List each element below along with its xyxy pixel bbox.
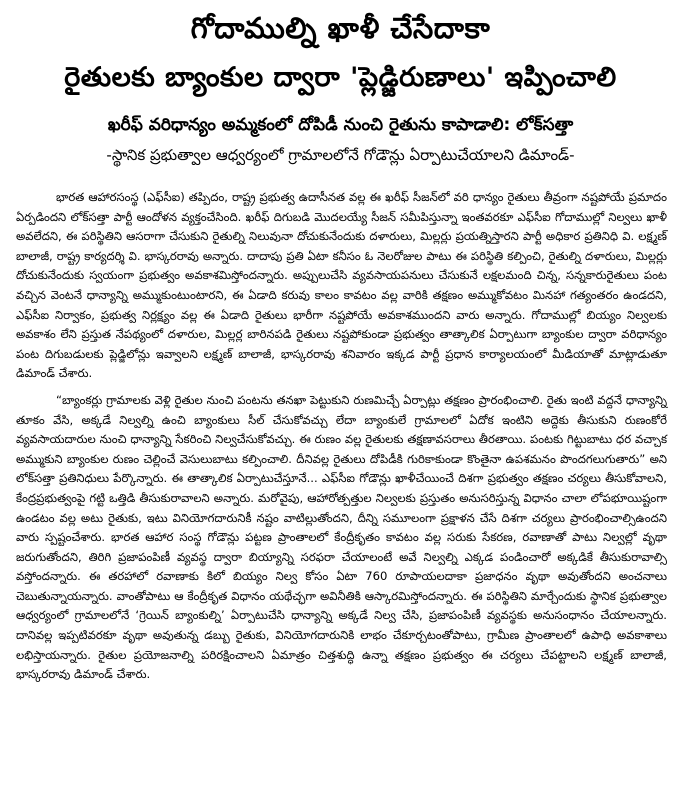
tagline: -స్థానిక ప్రభుత్వాల ఆధ్వర్యంలో గ్రామాలలోనే గోడౌన్లు ఏర్పాటుచేయాలని డిమాండ్- xyxy=(106,146,575,164)
headline-line-2: రైతులకు బ్యాంకుల ద్వారా 'ప్లెడ్జిరుణాలు' ఇప్పించాలి xyxy=(64,62,617,93)
article-body xyxy=(10,188,671,685)
paragraph-2: “బ్యాంకర్లు గ్రామాలకు వెళ్లి రైతుల నుంచి పంటను తనఖా పెట్టుకుని రుణమిచ్చే ఏర్పాట్లు తక్షణం ప్రారంభించాలి. రైతు ఇంటి వద్దనే ధాన్యాన్ని తూకం వేసి, అక్కడే నిల్వల్ని ఉంచి బ్యాంకులు సీల్ చేసుకోవచ్చు లేదా బ్యాంకులే గ్రామాలలో ఏదోక ఇంటిని అద్దెకు తీసుకుని రుణంకోరే వ్యవసాయదారుల నుంచి ధాన్యాన్ని సేకరించి నిల్వచేసుకోవచ్చు. ఈ రుణం వల్ల రైతులకు తక్షణావసరాలు తీరతాయి. పంటకు గిట్టుబాటు ధర వచ్చాక అమ్ముకుని బ్యాంకుల రుణం చెల్లించే వెసులుబాటు కల్పించాలి. దీనివల్ల రైతులు దోపిడీకి గురికాకుండా కొంతైనా ఉపశమనం పొందగలుగుతారు” అని లోక్‌సత్తా ప్రతినిధులు పేర్కొన్నారు. ఈ తాత్కాలిక ఏర్పాటుచేస్తూనే... ఎఫ్‌సీఐ గోడౌన్లు ఖాళీచేయించే దిశగా ప్రభుత్వం తక్షణం చర్యలు తీసుకోవాలని, కేంద్రప్రభుత్వంపై గట్టి ఒత్తిడి తీసుకురావాలని అన్నారు. మరోవైపు, ఆహారోత్పత్తుల నిల్వలకు ప్రస్తుతం అనుసరిస్తున్న విధానం చాలా లోపభూయిష్టంగా ఉండటం వల్ల అటు రైతుకు, ఇటు వినియోగదారునికీ నష్టం వాటిల్లుతోందని, దీన్ని సమూలంగా ప్రక్షాళన చేసే దిశగా చర్యలు ప్రారంభించాల్సిఉందని వారు స్పష్టంచేశారు. భారత ఆహార సంస్థ గోడౌన్లు పట్టణ ప్రాంతాలలో కేంద్రీకృతం కావటం వల్ల సరుకు సేకరణ, రవాణాతో పాటు నిల్వల్లో వృథా జరుగుతోందని, తిరిగి ప్రజాపంపిణీ వ్యవస్థ ద్వారా బియ్యాన్ని సరఫరా చేయాలంటే అవే నిల్వల్ని ఎక్కడ పండించారో అక్కడికే తీసుకురావాల్సి వస్తోందన్నారు. ఈ తరహాలో రవాణాకు కిలో బియ్యం నిల్వ కోసం ఏటా 760 రూపాయలదాకా ప్రజాధనం వృథా అవుతోందని అంచనాలు చెబుతున్నాయన్నారు. వాంతోపాటు ఆ కేంద్రీకృత విధానం యథేచ్ఛగా అవినీతికి ఆస్కారమిస్తోందన్నారు. ఈ పరిస్థితిని మార్చేందుకు స్థానిక ప్రభుత్వాల ఆధ్వర్యంలో గ్రామాలలోనే ‘గ్రెయిన్ బ్యాంకుల్ని’ ఏర్పాటుచేసి ధాన్యాన్ని అక్కడే నిల్వ చేసి, ప్రజాపంపిణీ వ్యవస్థకు అనుసంధానం చేయాలన్నారు. దానివల్ల ఇప్పటివరకూ వృథా అవుతున్న డబ్బు రైతుకు, వినియోగదారునికి లాభం చేకూర్చటంతోపాటు, గ్రామీణ ప్రాంతాలలో ఉపాధి అవకాశాలు లభిస్తాయన్నారు. రైతుల ప్రయోజనాల్ని పరిరక్షించాలని ఏమాత్రం చిత్తశుద్ధి ఉన్నా తక్షణం ప్రభుత్వం ఈ చర్యలు చేపట్టాలని లక్ష్మణ్ బాలాజీ, భాస్కరరావు డిమాండ్ చేశారు. xyxy=(16,392,667,682)
subheadline: ఖరీఫ్ వరిధాన్యం అమ్మకంలో దోపిడీ నుంచి రైతును కాపాడాలి: లోక్‌సత్తా xyxy=(107,115,574,135)
headline-line-1: గోదాముల్ని ఖాళీ చేసేదాకా xyxy=(190,11,491,45)
paragraph-1: భారత ఆహారసంస్థ (ఎఫ్‌సీఐ) తప్పిదం, రాష్ట్ర ప్రభుత్వ ఉదాసీనత వల్ల ఈ ఖరీఫ్ సీజన్‌లో వరి ధాన్యం రైతులు తీవ్రంగా నష్టపోయే ప్రమాదం ఏర్పడిందని లోక్‌సత్తా పార్టీ ఆందోళన వ్యక్తంచేసింది. ఖరీఫ్ దిగుబడి మొదలయ్యే సీజన్ సమీపిస్తున్నా ఇంతవరకూ ఎఫ్‌సీఐ గోదాముల్లో నిల్వలు ఖాళీ అవలేదని, ఈ పరిస్థితిని ఆసరాగా చేసుకుని రైతుల్ని నిలువునా దోచుకునేందుకు దళారులు, మిల్లర్లు ప్రయత్నిస్తారని పార్టీ అధికార ప్రతినిధి వి. లక్ష్మణ్ బాలాజీ, రాష్ట్ర కార్యదర్శి వి. భాస్కరరావు అన్నారు. దాదాపు ప్రతి ఏటా కనీసం ఓ నెలరోజుల పాటు ఈ పరిస్థితి కల్పించి, రైతుల్ని దళారులు, మిల్లర్లు దోచుకునేందుకు స్వయంగా ప్రభుత్వం అవకాశమిస్తోందన్నారు. అప్పులుచేసి వ్యవసాయపనులు చేసుకునే లక్షలమంది చిన్న, సన్నకారురైతులు పంట వచ్చిన వెంటనే ధాన్యాన్ని అమ్ముకుంటుంటారని, ఈ ఏడాది కరువు కాలం కావటం వల్ల వారికి తక్షణం అమ్ముకోవటం మినహా గత్యంతరం ఉండదని, ఎఫ్‌సీఐ నిర్వాకం, ప్రభుత్వ నిర్లక్ష్యం వల్ల ఈ ఏడాది రైతులు భారీగా నష్టపోయే అవకాశముందని వారు అన్నారు. గోదాముల్లో బియ్యం నిల్వలకు అవకాశం లేని ప్రస్తుత నేపథ్యంలో దళారుల, మిల్లర్ల బారినపడి రైతులు నష్టపోకుండా ప్రభుత్వం తాత్కాలిక ఏర్పాటుగా బ్యాంకుల ద్వారా వరిధాన్యం పంట దిగుబడులకు ప్లెడ్జిలోన్లు ఇవ్వాలని లక్ష్మణ్ బాలాజీ, భాస్కరరావు శనివారం ఇక్కడ పార్టీ ప్రధాన కార్యాలయంలో మీడియాతో మాట్లాడుతూ డిమాండ్ చేశారు. xyxy=(16,190,667,381)
